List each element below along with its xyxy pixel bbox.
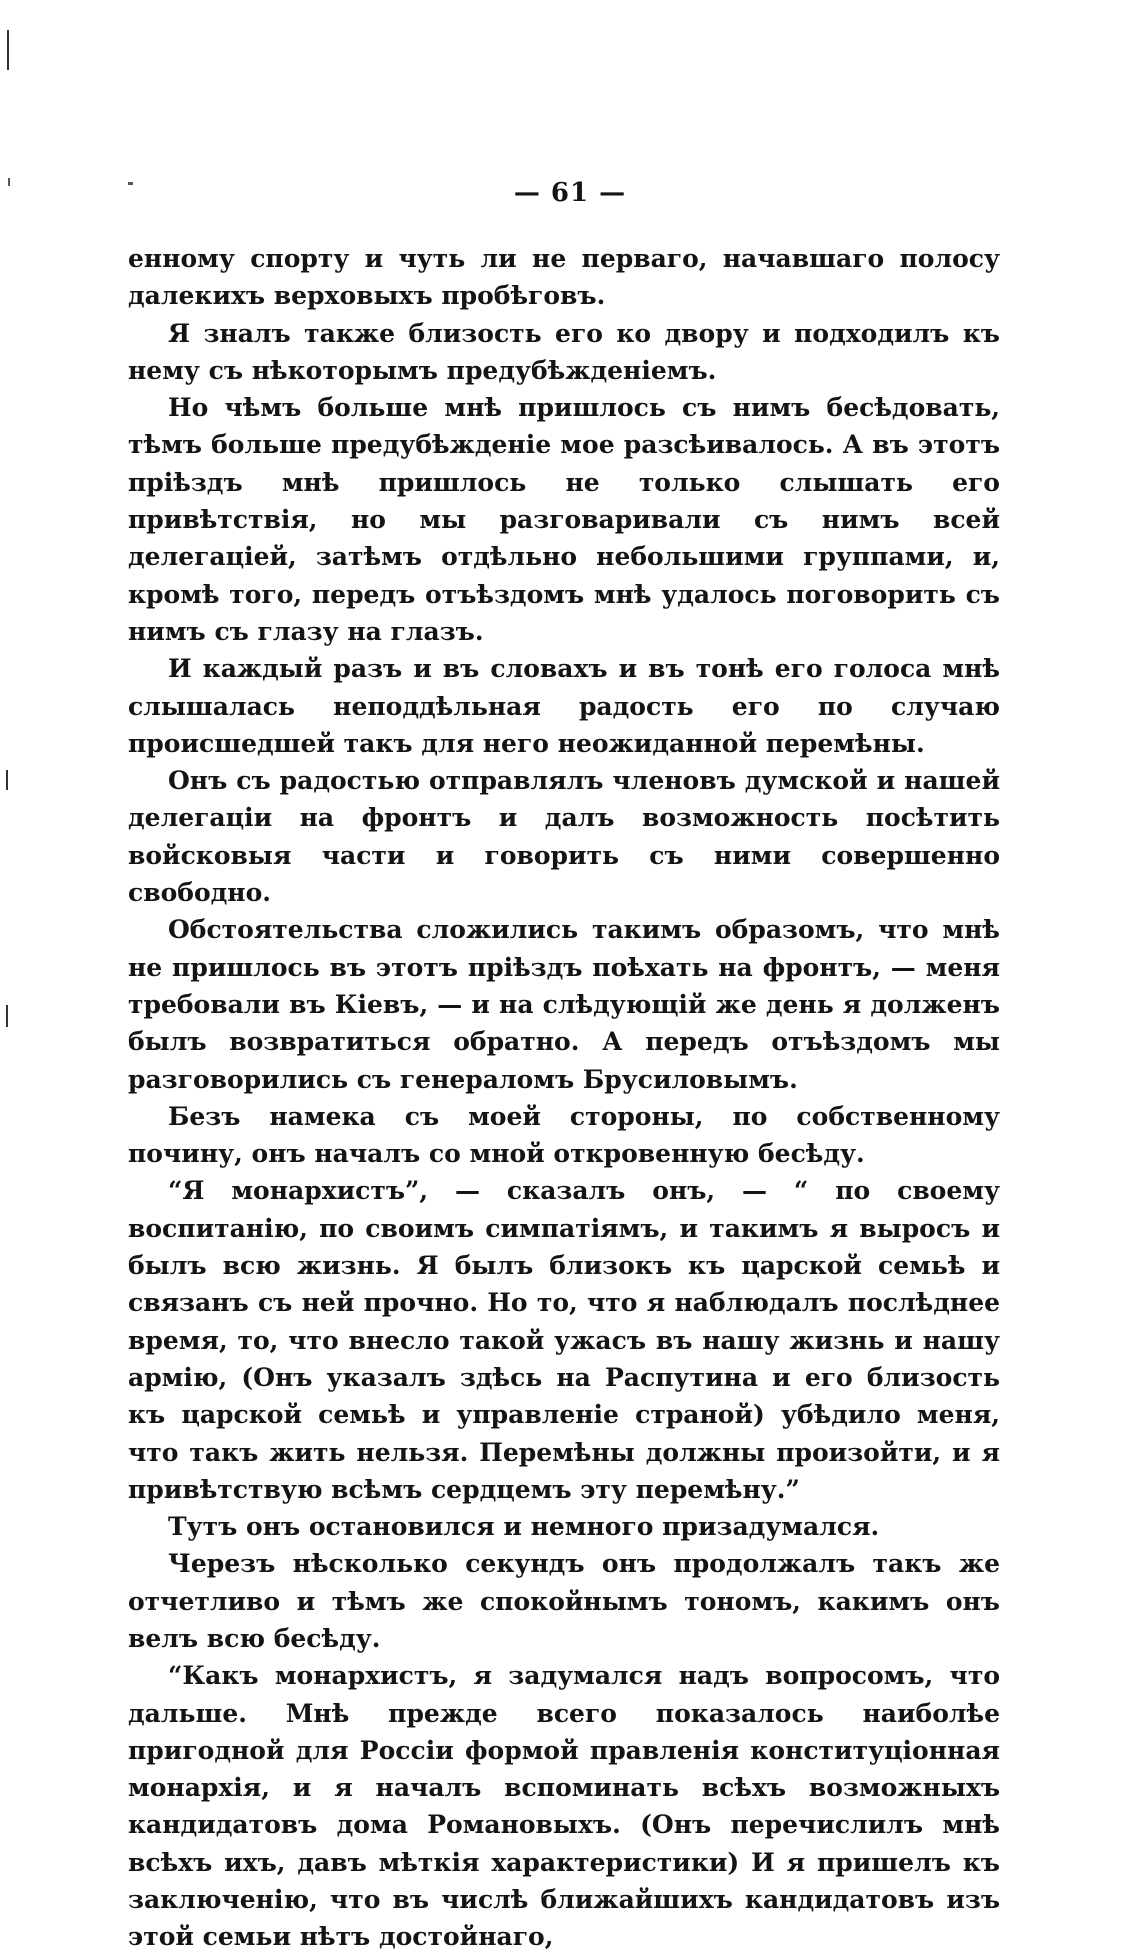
page-number: — 61 — bbox=[513, 178, 627, 208]
paragraph-1: енному спорту и чуть ли не перваго, начавшаго полосу далекихъ верховыхъ пробѣговъ. bbox=[128, 244, 1000, 311]
paragraph-6: Обстоятельства сложились такимъ образомъ, что мнѣ не пришлось въ этотъ пріѣздъ поѣхать на фронтъ, — меня требовали въ Кіевъ, — и на слѣдующій же день я долженъ былъ возвратиться обратно. А передъ отъѣздомъ мы разговорились съ генераломъ Брусиловымъ. bbox=[128, 915, 1000, 1094]
paragraph-3: Но чѣмъ больше мнѣ пришлось съ нимъ бесѣдовать, тѣмъ больше предубѣжденіе мое разсѣивалось. А въ этотъ пріѣздъ мнѣ пришлось не только слышать его привѣтствія, но мы разговаривали съ нимъ всей делегаціей, затѣмъ отдѣльно небольшими группами, и, кромѣ того, передъ отъѣздомъ мнѣ удалось поговорить съ нимъ съ глазу на глазъ. bbox=[128, 393, 1000, 646]
body-text bbox=[128, 240, 1000, 1956]
paragraph-8: “Я монархистъ”, — сказалъ онъ, — “ по своему воспитанію, по своимъ симпатіямъ, и такимъ я выросъ и былъ всю жизнь. Я былъ близокъ къ царской семьѣ и связанъ съ ней прочно. Но то, что я наблюдалъ послѣднее время, то, что внесло такой ужасъ въ нашу жизнь и нашу армію, (Онъ указалъ здѣсь на Распутина и его близость къ царской семьѣ и управленіе страной) убѣдило меня, что такъ жить нельзя. Перемѣны должны произойти, и я привѣтствую всѣмъ сердцемъ эту перемѣну.” bbox=[128, 1176, 1000, 1504]
paragraph-7: Безъ намека съ моей стороны, по собственному почину, онъ началъ со мной откровенную бесѣду. bbox=[128, 1101, 1000, 1169]
paragraph-10: Черезъ нѣсколько секундъ онъ продолжалъ такъ же отчетливо и тѣмъ же спокойнымъ тономъ, какимъ онъ велъ всю бесѣду. bbox=[128, 1549, 1000, 1653]
paragraph-9: Тутъ онъ остановился и немного призадумался. bbox=[168, 1512, 880, 1542]
scan-edge-mark-middle bbox=[6, 770, 8, 790]
scan-edge-mark-top bbox=[7, 30, 9, 70]
scan-edge-mark-lower bbox=[6, 1005, 8, 1027]
paragraph-4: И каждый разъ и въ словахъ и въ тонѣ его голоса мнѣ слышалась неподдѣльная радость его по случаю происшедшей такъ для него неожиданной перемѣны. bbox=[128, 654, 1000, 758]
paragraph-11: “Какъ монархистъ, я задумался надъ вопросомъ, что дальше. Мнѣ прежде всего показалось наиболѣе пригодной для Россіи формой правленія конституціонная монархія, и я началъ вспоминать всѣхъ возможныхъ кандидатовъ дома Романовыхъ. (Онъ перечислилъ мнѣ всѣхъ ихъ, давъ мѣткія характеристики) И я пришелъ къ заключенію, что въ числѣ ближайшихъ кандидатовъ изъ этой семьи нѣтъ достойнаго, bbox=[128, 1661, 1000, 1952]
paragraph-5: Онъ съ радостью отправлялъ членовъ думской и нашей делегаціи на фронтъ и далъ возможность посѣтить войсковыя части и говорить съ ними совершенно свободно. bbox=[128, 766, 1000, 908]
paragraph-2: Я зналъ также близость его ко двору и подходилъ къ нему съ нѣкоторымъ предубѣжденіемъ. bbox=[128, 318, 1000, 385]
